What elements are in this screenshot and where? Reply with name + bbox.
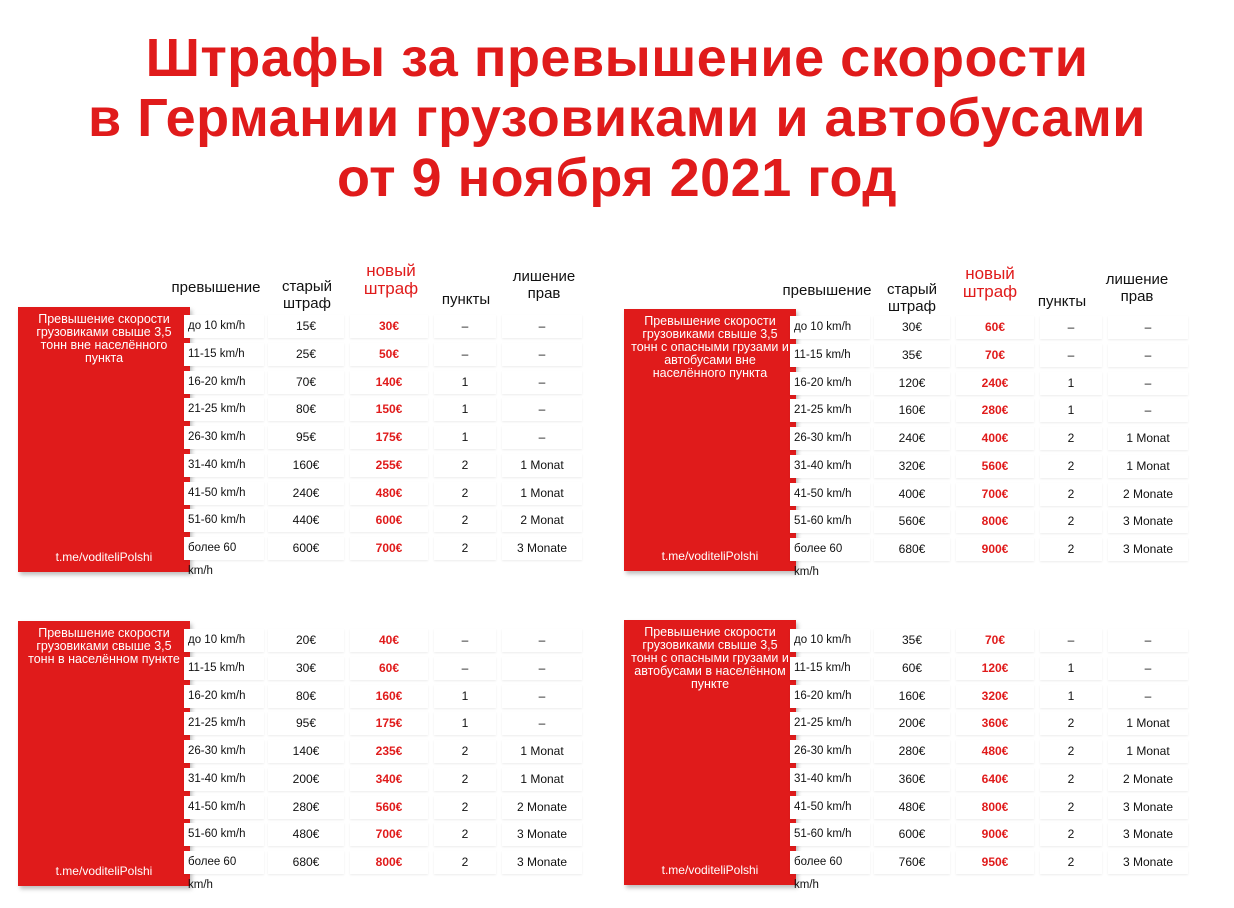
suspension-cell: 3 Monate [1108, 538, 1188, 561]
points-cell: 1 [434, 712, 496, 735]
excess-cell: 26-30 km/h [790, 427, 870, 450]
old-fine-cell: 760€ [874, 851, 950, 874]
suspension-cell: 1 Monat [1108, 712, 1188, 735]
new-fine-cell: 60€ [956, 316, 1034, 339]
suspension-cell: 1 Monat [502, 740, 582, 763]
excess-cell: более 60 km/h [790, 538, 870, 561]
new-fine-cell: 40€ [350, 629, 428, 652]
suspension-cell: 1 Monat [1108, 427, 1188, 450]
old-fine-cell: 400€ [874, 483, 950, 506]
excess-cell: 21-25 km/h [184, 712, 264, 735]
excess-cell: 11-15 km/h [184, 343, 264, 366]
old-fine-cell: 480€ [268, 823, 344, 846]
points-cell: 2 [434, 740, 496, 763]
suspension-cell: 1 Monat [502, 768, 582, 791]
old-fine-cell: 280€ [874, 740, 950, 763]
new-fine-cell: 50€ [350, 343, 428, 366]
points-cell: 2 [434, 509, 496, 532]
suspension-cell: 1 Monat [1108, 455, 1188, 478]
suspension-cell: 3 Monate [502, 537, 582, 560]
old-fine-cell: 95€ [268, 426, 344, 449]
suspension-cell: – [502, 398, 582, 421]
suspension-cell: 3 Monate [1108, 510, 1188, 533]
excess-cell: 31-40 km/h [790, 455, 870, 478]
suspension-cell: – [502, 712, 582, 735]
old-fine-cell: 280€ [268, 796, 344, 819]
points-cell: 2 [1040, 427, 1102, 450]
points-cell: – [1040, 629, 1102, 652]
excess-cell: 41-50 km/h [184, 796, 264, 819]
points-cell: 2 [1040, 823, 1102, 846]
points-cell: 2 [434, 454, 496, 477]
new-fine-cell: 70€ [956, 344, 1034, 367]
page-title [0, 28, 1234, 208]
excess-cell: 21-25 km/h [184, 398, 264, 421]
suspension-cell: 2 Monate [1108, 483, 1188, 506]
excess-cell: 51-60 km/h [790, 510, 870, 533]
new-fine-cell: 150€ [350, 398, 428, 421]
new-fine-cell: 900€ [956, 538, 1034, 561]
points-cell: 2 [434, 796, 496, 819]
points-cell: 2 [1040, 768, 1102, 791]
points-cell: 1 [434, 398, 496, 421]
points-cell: 2 [1040, 796, 1102, 819]
excess-cell: 41-50 km/h [184, 482, 264, 505]
old-fine-cell: 560€ [874, 510, 950, 533]
title-line-3: от 9 ноября 2021 год [336, 148, 898, 208]
header-points: пункты [1037, 293, 1087, 310]
points-cell: 1 [434, 371, 496, 394]
new-fine-cell: 700€ [350, 823, 428, 846]
excess-cell: 16-20 km/h [184, 685, 264, 708]
new-fine-cell: 800€ [956, 510, 1034, 533]
points-cell: 2 [434, 537, 496, 560]
old-fine-cell: 15€ [268, 315, 344, 338]
excess-cell: более 60 km/h [184, 537, 264, 560]
new-fine-cell: 600€ [350, 509, 428, 532]
points-cell: – [434, 657, 496, 680]
new-fine-cell: 175€ [350, 712, 428, 735]
old-fine-cell: 80€ [268, 398, 344, 421]
excess-cell: более 60 km/h [790, 851, 870, 874]
points-cell: 2 [1040, 483, 1102, 506]
new-fine-cell: 340€ [350, 768, 428, 791]
points-cell: 2 [434, 482, 496, 505]
new-fine-cell: 255€ [350, 454, 428, 477]
new-fine-cell: 360€ [956, 712, 1034, 735]
category-panel [624, 309, 796, 571]
category-panel [624, 620, 796, 885]
suspension-cell: – [1108, 629, 1188, 652]
category-label: Превышение скорости грузовиками свыше 3,5 тонн вне населённого пункта [36, 312, 172, 365]
old-fine-cell: 680€ [874, 538, 950, 561]
excess-cell: 21-25 km/h [790, 399, 870, 422]
suspension-cell: 3 Monate [1108, 851, 1188, 874]
old-fine-cell: 680€ [268, 851, 344, 874]
new-fine-cell: 60€ [350, 657, 428, 680]
old-fine-cell: 240€ [268, 482, 344, 505]
points-cell: – [434, 629, 496, 652]
old-fine-cell: 200€ [268, 768, 344, 791]
category-label: Превышение скорости грузовиками свыше 3,5 тонн в населённом пункте [28, 626, 180, 666]
telegram-link: t.me/voditeliPolshi [661, 549, 759, 563]
points-cell: 2 [434, 823, 496, 846]
suspension-cell: – [1108, 372, 1188, 395]
excess-cell: 31-40 km/h [184, 454, 264, 477]
excess-cell: 16-20 km/h [790, 685, 870, 708]
suspension-cell: 2 Monate [502, 796, 582, 819]
excess-cell: 31-40 km/h [790, 768, 870, 791]
excess-cell: 31-40 km/h [184, 768, 264, 791]
new-fine-cell: 30€ [350, 315, 428, 338]
excess-cell: 11-15 km/h [184, 657, 264, 680]
new-fine-cell: 235€ [350, 740, 428, 763]
points-cell: 2 [1040, 851, 1102, 874]
old-fine-cell: 35€ [874, 629, 950, 652]
old-fine-cell: 70€ [268, 371, 344, 394]
suspension-cell: – [502, 315, 582, 338]
excess-cell: 41-50 km/h [790, 796, 870, 819]
category-panel [18, 621, 190, 886]
points-cell: 2 [1040, 455, 1102, 478]
new-fine-cell: 120€ [956, 657, 1034, 680]
new-fine-cell: 140€ [350, 371, 428, 394]
old-fine-cell: 360€ [874, 768, 950, 791]
header-suspension: лишение прав [512, 268, 576, 302]
new-fine-cell: 240€ [956, 372, 1034, 395]
new-fine-cell: 280€ [956, 399, 1034, 422]
old-fine-cell: 30€ [874, 316, 950, 339]
points-cell: – [1040, 344, 1102, 367]
excess-cell: 41-50 km/h [790, 483, 870, 506]
telegram-link: t.me/voditeliPolshi [661, 863, 759, 877]
category-label: Превышение скорости грузовиками свыше 3,5 тонн с опасными грузами и автобусами вне населённого пункта [631, 314, 789, 380]
excess-cell: 51-60 km/h [790, 823, 870, 846]
excess-cell: 21-25 km/h [790, 712, 870, 735]
suspension-cell: 1 Monat [1108, 740, 1188, 763]
old-fine-cell: 600€ [874, 823, 950, 846]
old-fine-cell: 480€ [874, 796, 950, 819]
old-fine-cell: 60€ [874, 657, 950, 680]
points-cell: 2 [434, 768, 496, 791]
old-fine-cell: 120€ [874, 372, 950, 395]
category-label: Превышение скорости грузовиками свыше 3,5 тонн с опасными грузами и автобусами в населённом пункте [631, 625, 789, 691]
telegram-link: t.me/voditeliPolshi [55, 864, 153, 878]
header-suspension: лишение прав [1105, 271, 1169, 305]
points-cell: 1 [1040, 685, 1102, 708]
new-fine-cell: 160€ [350, 685, 428, 708]
new-fine-cell: 700€ [350, 537, 428, 560]
excess-cell: 26-30 km/h [790, 740, 870, 763]
new-fine-cell: 560€ [350, 796, 428, 819]
suspension-cell: 1 Monat [502, 482, 582, 505]
old-fine-cell: 160€ [874, 685, 950, 708]
excess-cell: 11-15 km/h [790, 344, 870, 367]
suspension-cell: 1 Monat [502, 454, 582, 477]
excess-cell: до 10 km/h [790, 629, 870, 652]
header-points: пункты [441, 291, 491, 308]
suspension-cell: – [502, 629, 582, 652]
old-fine-cell: 25€ [268, 343, 344, 366]
excess-cell: 26-30 km/h [184, 426, 264, 449]
points-cell: 2 [1040, 538, 1102, 561]
points-cell: 2 [1040, 510, 1102, 533]
new-fine-cell: 70€ [956, 629, 1034, 652]
suspension-cell: 3 Monate [502, 823, 582, 846]
excess-cell: 16-20 km/h [790, 372, 870, 395]
old-fine-cell: 200€ [874, 712, 950, 735]
old-fine-cell: 95€ [268, 712, 344, 735]
telegram-link: t.me/voditeliPolshi [55, 550, 153, 564]
suspension-cell: 2 Monate [1108, 768, 1188, 791]
excess-cell: до 10 km/h [790, 316, 870, 339]
header-new-fine: новый штраф [363, 261, 419, 298]
points-cell: 2 [1040, 740, 1102, 763]
header-old-fine: старый штраф [281, 278, 333, 312]
points-cell: 1 [1040, 657, 1102, 680]
old-fine-cell: 160€ [874, 399, 950, 422]
old-fine-cell: 140€ [268, 740, 344, 763]
excess-cell: 16-20 km/h [184, 371, 264, 394]
suspension-cell: 2 Monat [502, 509, 582, 532]
new-fine-cell: 800€ [350, 851, 428, 874]
suspension-cell: – [1108, 399, 1188, 422]
suspension-cell: – [502, 371, 582, 394]
category-panel [18, 307, 190, 572]
title-line-1: Штрафы за превышение скорости [145, 28, 1089, 88]
new-fine-cell: 480€ [350, 482, 428, 505]
old-fine-cell: 240€ [874, 427, 950, 450]
suspension-cell: – [1108, 685, 1188, 708]
new-fine-cell: 800€ [956, 796, 1034, 819]
suspension-cell: – [1108, 344, 1188, 367]
new-fine-cell: 560€ [956, 455, 1034, 478]
new-fine-cell: 640€ [956, 768, 1034, 791]
new-fine-cell: 900€ [956, 823, 1034, 846]
old-fine-cell: 30€ [268, 657, 344, 680]
old-fine-cell: 320€ [874, 455, 950, 478]
old-fine-cell: 20€ [268, 629, 344, 652]
header-old-fine: старый штраф [886, 281, 938, 315]
points-cell: 1 [434, 426, 496, 449]
suspension-cell: – [1108, 316, 1188, 339]
old-fine-cell: 440€ [268, 509, 344, 532]
suspension-cell: – [502, 343, 582, 366]
points-cell: 2 [434, 851, 496, 874]
old-fine-cell: 600€ [268, 537, 344, 560]
new-fine-cell: 400€ [956, 427, 1034, 450]
excess-cell: 51-60 km/h [184, 509, 264, 532]
suspension-cell: – [502, 426, 582, 449]
suspension-cell: 3 Monate [1108, 823, 1188, 846]
header-excess: превышение [171, 279, 261, 296]
points-cell: 1 [434, 685, 496, 708]
new-fine-cell: 480€ [956, 740, 1034, 763]
excess-cell: 51-60 km/h [184, 823, 264, 846]
title-line-2: в Германии грузовиками и автобусами [88, 88, 1146, 148]
new-fine-cell: 950€ [956, 851, 1034, 874]
excess-cell: 26-30 km/h [184, 740, 264, 763]
header-excess: превышение [782, 282, 872, 299]
points-cell: 1 [1040, 372, 1102, 395]
suspension-cell: – [502, 685, 582, 708]
new-fine-cell: 175€ [350, 426, 428, 449]
excess-cell: более 60 km/h [184, 851, 264, 874]
points-cell: – [434, 315, 496, 338]
excess-cell: 11-15 km/h [790, 657, 870, 680]
old-fine-cell: 160€ [268, 454, 344, 477]
header-new-fine: новый штраф [962, 264, 1018, 301]
new-fine-cell: 320€ [956, 685, 1034, 708]
points-cell: 2 [1040, 712, 1102, 735]
excess-cell: до 10 km/h [184, 629, 264, 652]
points-cell: – [434, 343, 496, 366]
suspension-cell: – [502, 657, 582, 680]
suspension-cell: – [1108, 657, 1188, 680]
excess-cell: до 10 km/h [184, 315, 264, 338]
points-cell: 1 [1040, 399, 1102, 422]
points-cell: – [1040, 316, 1102, 339]
old-fine-cell: 80€ [268, 685, 344, 708]
suspension-cell: 3 Monate [1108, 796, 1188, 819]
old-fine-cell: 35€ [874, 344, 950, 367]
new-fine-cell: 700€ [956, 483, 1034, 506]
suspension-cell: 3 Monate [502, 851, 582, 874]
